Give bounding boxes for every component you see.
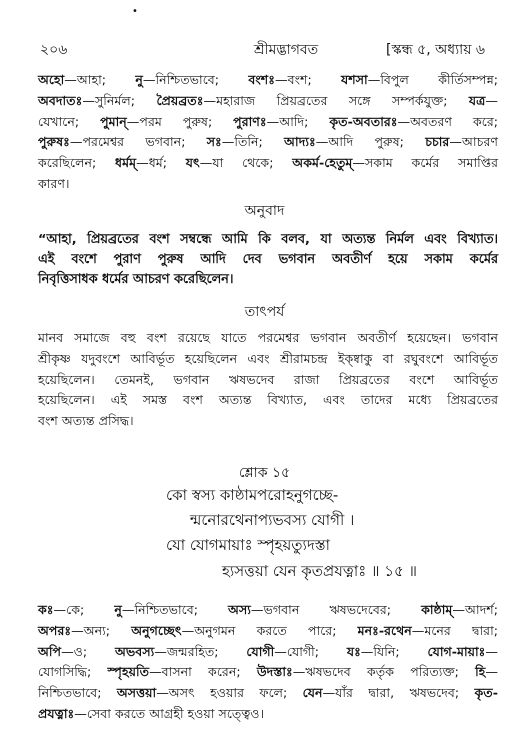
sanskrit-term: কৃত-অবতারঃ <box>329 113 398 129</box>
meaning-text: —ও; <box>61 643 116 659</box>
meaning-text: —অনুগমন করতে পারে; <box>181 622 358 638</box>
sanskrit-term: অবদাতঃ <box>38 92 83 108</box>
purport-line: বংশ অত্যন্ত প্রসিদ্ধ। <box>38 413 134 429</box>
meaning-text: —আদর্শ; <box>452 602 499 617</box>
meaning-text: —কে; <box>53 602 115 617</box>
sanskrit-term: হি <box>475 664 486 680</box>
sanskrit-term: অহো <box>38 72 65 87</box>
word-meaning-line <box>38 662 498 683</box>
sanskrit-term: অনুগচ্ছেৎ <box>131 622 182 638</box>
sanskrit-term: কৃত- <box>474 685 498 701</box>
meaning-text: —সেবা করতে আগ্রহী হওয়া সত্ত্বেও। <box>74 705 265 721</box>
word-meaning-line <box>38 600 498 621</box>
meaning-text: যোগসিদ্ধি; <box>38 664 108 680</box>
verse-heading: শ্লোক ১৫ <box>238 465 291 481</box>
sanskrit-term: পুমান্ <box>100 113 127 129</box>
sanskrit-term: অসত্তয়া <box>116 685 157 701</box>
page-number: ২০৬ <box>40 42 68 58</box>
meaning-text: — <box>485 92 498 108</box>
sanskrit-term: যোগ-মায়াঃ <box>427 643 486 659</box>
meaning-text: —ভগবান ঋষভদেবের; <box>250 602 422 617</box>
meaning-text: —যা থেকে; <box>199 155 293 171</box>
purport-line: হয়েছিলেন। তেমনই, ভগবান ঋষভদেব রাজা প্রিয়ব্রতের বংশে আবির্ভূত <box>38 371 498 387</box>
word-meaning-line <box>38 174 498 195</box>
sanskrit-term: নু <box>114 602 122 617</box>
meaning-text: —বিপুল কীর্তিসম্পন্ন; <box>367 72 498 87</box>
sanskrit-term: প্রৈয়ব্রতঃ <box>156 92 204 108</box>
sanskrit-term: কঃ <box>38 602 54 617</box>
meaning-text: কারণ। <box>38 175 70 191</box>
sanskrit-term: যেন <box>302 685 323 701</box>
word-meaning-line <box>38 683 498 704</box>
meaning-text: —আদি পুরুষ; <box>315 134 426 150</box>
meaning-text: —বংশ; <box>274 72 342 87</box>
translation-line: “আহা, প্রিয়ব্রতের বংশ সম্বন্ধে আমি কি বলব, যা অত্যন্ত নির্মল এবং বিখ্যাত। <box>38 232 498 247</box>
sanskrit-term: স্পৃহয়তি <box>107 664 150 680</box>
meaning-text: —নিশ্চিতভাবে; <box>142 72 249 87</box>
sanskrit-term: যশসা <box>341 72 368 87</box>
sanskrit-term: অভবস্য <box>115 643 155 659</box>
meaning-text: —ধর্ম; <box>136 155 186 171</box>
word-meaning-line <box>38 132 498 153</box>
translation-heading: অনুবাদ <box>244 203 285 219</box>
sanskrit-term: যঃ <box>346 643 361 659</box>
word-meaning-line <box>38 91 498 112</box>
sanskrit-term: বংশঃ <box>248 72 275 87</box>
chapter-reference: [স্কন্ধ ৫, অধ্যায় ৬ <box>386 42 485 58</box>
verse-line: কো স্বস্য কাষ্ঠামপরোহনুগচ্ছে- <box>166 486 339 504</box>
sanskrit-term: চচার <box>425 134 450 150</box>
meaning-text: — <box>485 664 498 680</box>
translation-line: এই বংশে পুরাণ পুরুষ আদি দেব ভগবান অবতীর্ণ হয়ে সকাম কর্মের <box>38 252 498 267</box>
meaning-text: —পরম পুরুষ; <box>126 113 234 129</box>
purport-line: শ্রীকৃষ্ণ যদুবংশে আবির্ভূত হয়েছিলেন এবং শ্রীরামচন্দ্র ইক্ষ্বাকু বা রঘুবংশে আবির্ভূত <box>38 350 498 366</box>
word-meaning-line <box>38 112 498 133</box>
meaning-text: —যাঁর দ্বারা, ঋষভদেব; <box>322 685 475 701</box>
meaning-text: —আদি; <box>266 113 330 129</box>
meaning-text: —জন্মরহিত; <box>154 643 247 659</box>
meaning-text: —তিনি; <box>221 134 285 150</box>
meaning-text: —অসৎ হওয়ার ফলে; <box>156 685 303 701</box>
meaning-text: —যিনি; <box>360 643 428 659</box>
sanskrit-term: পুরুষঃ <box>38 134 70 150</box>
meaning-text: —নিশ্চিতভাবে; <box>121 602 229 617</box>
sanskrit-term: সঃ <box>206 134 222 150</box>
sanskrit-term: অকর্ম-হেতুম্ <box>292 155 353 171</box>
page-header <box>40 38 485 60</box>
meaning-text: —আচরণ <box>449 134 498 150</box>
meaning-text: — <box>485 643 498 659</box>
meaning-text: যেখানে; <box>38 113 101 129</box>
purport-text <box>38 328 498 432</box>
word-meaning-line <box>38 70 498 91</box>
meaning-text: —অন্য; <box>71 622 132 638</box>
translation-text <box>38 230 498 290</box>
purport-heading: তাৎপর্য <box>244 304 285 320</box>
meaning-text: —বাসনা করেন; <box>149 664 257 680</box>
sanskrit-term: আদ্যঃ <box>284 134 316 150</box>
meaning-text: —সুনির্মল; <box>82 92 157 108</box>
word-meaning-line <box>38 621 498 642</box>
verse-line: যো যোগমায়াঃ স্পৃহয়ত্যুদস্তা <box>166 536 330 554</box>
meaning-text: নিশ্চিতভাবে; <box>38 685 117 701</box>
word-meaning-line <box>38 153 498 174</box>
purport-line: মানব সমাজে বহু বংশ রয়েছে যাতে পরমেশ্বর ভগবান অবতীর্ণ হয়েছেন। ভগবান <box>38 330 498 345</box>
meaning-text: —পরমেশ্বর ভগবান; <box>69 134 207 150</box>
meaning-text: করেছিলেন; <box>38 155 116 171</box>
sanskrit-term: কাষ্ঠাম্ <box>421 602 453 617</box>
sanskrit-term: নু <box>135 72 143 87</box>
word-meanings-section <box>38 70 498 195</box>
meaning-text: —যোগী; <box>274 643 347 659</box>
meaning-text: —মহারাজ প্রিয়ব্রতের সঙ্গে সম্পর্কযুক্ত; <box>203 92 469 108</box>
meaning-text: —অবতরণ করে; <box>397 113 498 129</box>
sanskrit-term: ধর্মম্ <box>115 155 137 171</box>
sanskrit-term: উদস্তাঃ <box>256 664 293 680</box>
sanskrit-term: অপরঃ <box>38 622 72 638</box>
verse-word-meanings-section <box>38 600 498 725</box>
meaning-text: —আহা; <box>64 72 136 87</box>
purport-line: হয়েছিলেন। এই সমস্ত বংশ অত্যন্ত বিখ্যাত, এবং তাদের মধ্যে প্রিয়ব্রতের <box>38 392 498 408</box>
sanskrit-term: যোগী <box>246 643 275 659</box>
verse-line: হ্যসত্তয়া যেন কৃতপ্রযত্নাঃ ॥ ১৫ ॥ <box>222 562 417 580</box>
meaning-text: —মনের দ্বারা; <box>411 622 498 638</box>
sanskrit-term: অপি <box>38 643 62 659</box>
word-meaning-line <box>38 642 498 663</box>
sanskrit-term: প্রযত্নাঃ <box>38 705 75 721</box>
translation-line: নিবৃত্তিসাধক ধর্মের আচরণ করেছিলেন। <box>38 272 234 287</box>
sanskrit-term: পুরাণঃ <box>233 113 267 129</box>
verse-line: ন্মনোরথেনাপ্যভবস্য যোগী । <box>190 511 355 529</box>
meaning-text: —ঋষভদেব কর্তৃক পরিত্যক্ত; <box>292 664 476 680</box>
sanskrit-term: যত্র <box>468 92 486 108</box>
scan-speck: • <box>132 6 138 17</box>
meaning-text: —সকাম কর্মের সমাপ্তির <box>352 155 498 171</box>
sanskrit-term: মনঃ-রথেন <box>357 622 412 638</box>
sanskrit-term: যৎ <box>185 155 200 171</box>
sanskrit-term: অস্য <box>228 602 251 617</box>
word-meaning-line <box>38 704 498 725</box>
book-title: শ্রীমদ্ভাগবত <box>254 42 319 58</box>
